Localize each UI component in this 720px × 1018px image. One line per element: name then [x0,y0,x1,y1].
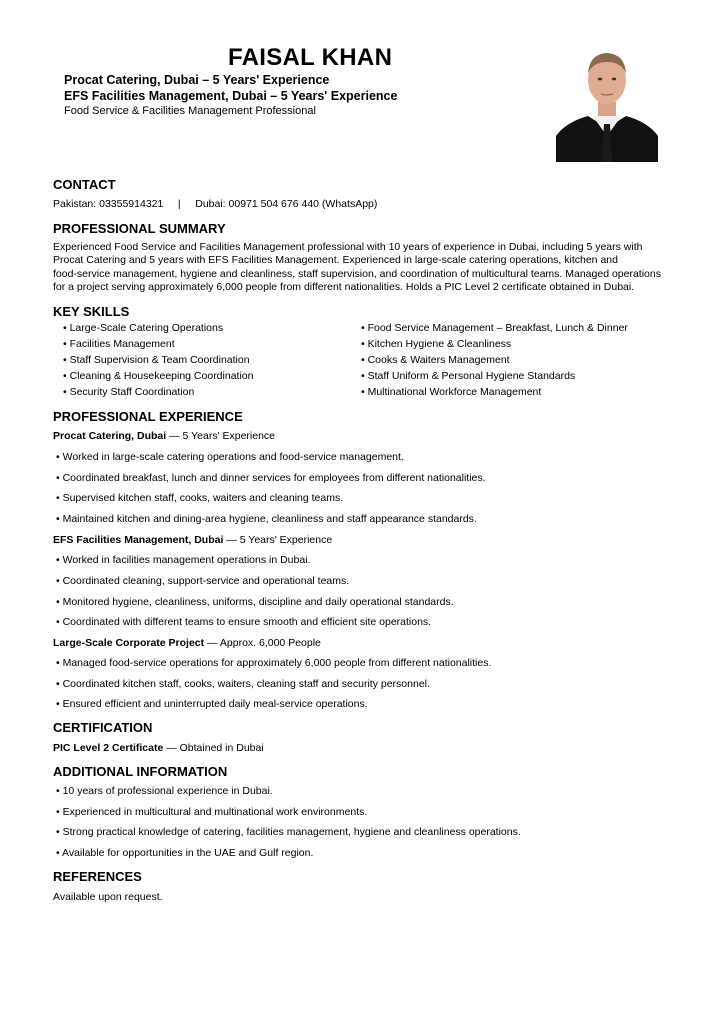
skills-left-list [63,322,253,402]
summary-heading: PROFESSIONAL SUMMARY [53,221,226,236]
job-bullet: • Supervised kitchen staff, cooks, waiters and cleaning teams. [56,492,344,504]
job-bullet: • Ensured efficient and uninterrupted daily meal-service operations. [56,698,368,710]
experience-heading: PROFESSIONAL EXPERIENCE [53,409,243,424]
summary-line: for a project serving approximately 6,000 people from different nationalities. Holds a PIC Level 2 certificate obtained in Dubai. [53,281,635,294]
references-text: Available upon request. [53,891,163,903]
job-bullet: • Maintained kitchen and dining-area hygiene, cleanliness and staff appearance standards. [56,513,477,525]
skill-item: • Large-Scale Catering Operations [63,322,224,334]
job-bullet: • Managed food-service operations for approximately 6,000 people from different nationalities. [56,657,492,669]
skills-right-list [361,322,628,402]
job-duration: — Approx. 6,000 People [204,637,321,649]
job-title: EFS Facilities Management, Dubai [53,534,224,546]
summary-line: Procat Catering and 5 years with EFS Facilities Management. Experienced in large-scale catering operations, kitchen and [53,254,618,267]
certification-title: PIC Level 2 Certificate [53,742,164,754]
summary-line: Experienced Food Service and Facilities Management professional with 10 years of experience in Dubai, including 5 years with [53,241,643,253]
summary-paragraph [53,241,668,295]
header-line-1: Procat Catering, Dubai – 5 Years' Experience [64,73,330,87]
job-bullet: • Worked in facilities management operations in Dubai. [56,554,311,566]
job-duration: — 5 Years' Experience [223,534,333,546]
job-bullet: • Worked in large-scale catering operations and food-service management. [56,451,404,463]
skill-item: • Cooks & Waiters Management [361,354,510,366]
profile-photo [556,44,658,162]
skill-item: • Food Service Management – Breakfast, Lunch & Dinner [361,322,628,334]
skills-heading: KEY SKILLS [53,304,130,319]
job-title-line [53,534,332,546]
skill-item: • Facilities Management [63,338,175,350]
job-title: Procat Catering, Dubai [53,430,167,442]
skill-item: • Cleaning & Housekeeping Coordination [63,370,254,382]
certification-line [53,742,264,754]
job-bullet: • Coordinated cleaning, support-service and operational teams. [56,575,350,587]
contact-text: Pakistan: 03355914321 | Dubai: 00971 504 676 440 (WhatsApp) [53,198,378,210]
job-title-line [53,637,321,649]
skill-item: • Staff Uniform & Personal Hygiene Standards [361,370,576,382]
header-line-3: Food Service & Facilities Management Professional [64,105,316,117]
job-bullet: • Coordinated kitchen staff, cooks, waiters, cleaning staff and security personnel. [56,678,430,690]
skill-item: • Multinational Workforce Management [361,386,542,398]
job-bullet: • Coordinated with different teams to ensure smooth and efficient site operations. [56,616,432,628]
additional-bullet: • 10 years of professional experience in Dubai. [56,785,273,797]
additional-bullet: • Experienced in multicultural and multinational work environments. [56,806,368,818]
additional-bullet: • Available for opportunities in the UAE and Gulf region. [56,847,314,859]
job-duration: — 5 Years' Experience [166,430,276,442]
skill-item: • Kitchen Hygiene & Cleanliness [361,338,512,350]
skill-item: • Staff Supervision & Team Coordination [63,354,250,366]
job-title-line [53,430,275,442]
job-bullet: • Monitored hygiene, cleanliness, uniforms, discipline and daily operational standards. [56,596,454,608]
additional-bullet: • Strong practical knowledge of catering, facilities management, hygiene and cleanliness operations. [56,826,521,838]
summary-line: food-service management, hygiene and cleanliness, staff supervision, and coordination of multicultural teams. Managed operations [53,267,661,280]
skill-item: • Security Staff Coordination [63,386,195,398]
certification-heading: CERTIFICATION [53,720,153,735]
job-title: Large-Scale Corporate Project [53,637,205,649]
contact-heading: CONTACT [53,177,116,192]
references-heading: REFERENCES [53,869,142,884]
job-bullet: • Coordinated breakfast, lunch and dinner services for employees from different nationalities. [56,472,486,484]
header-line-2: EFS Facilities Management, Dubai – 5 Years' Experience [64,89,398,103]
certification-meta: — Obtained in Dubai [163,742,264,754]
candidate-name: FAISAL KHAN [228,44,393,71]
additional-heading: ADDITIONAL INFORMATION [53,764,228,779]
